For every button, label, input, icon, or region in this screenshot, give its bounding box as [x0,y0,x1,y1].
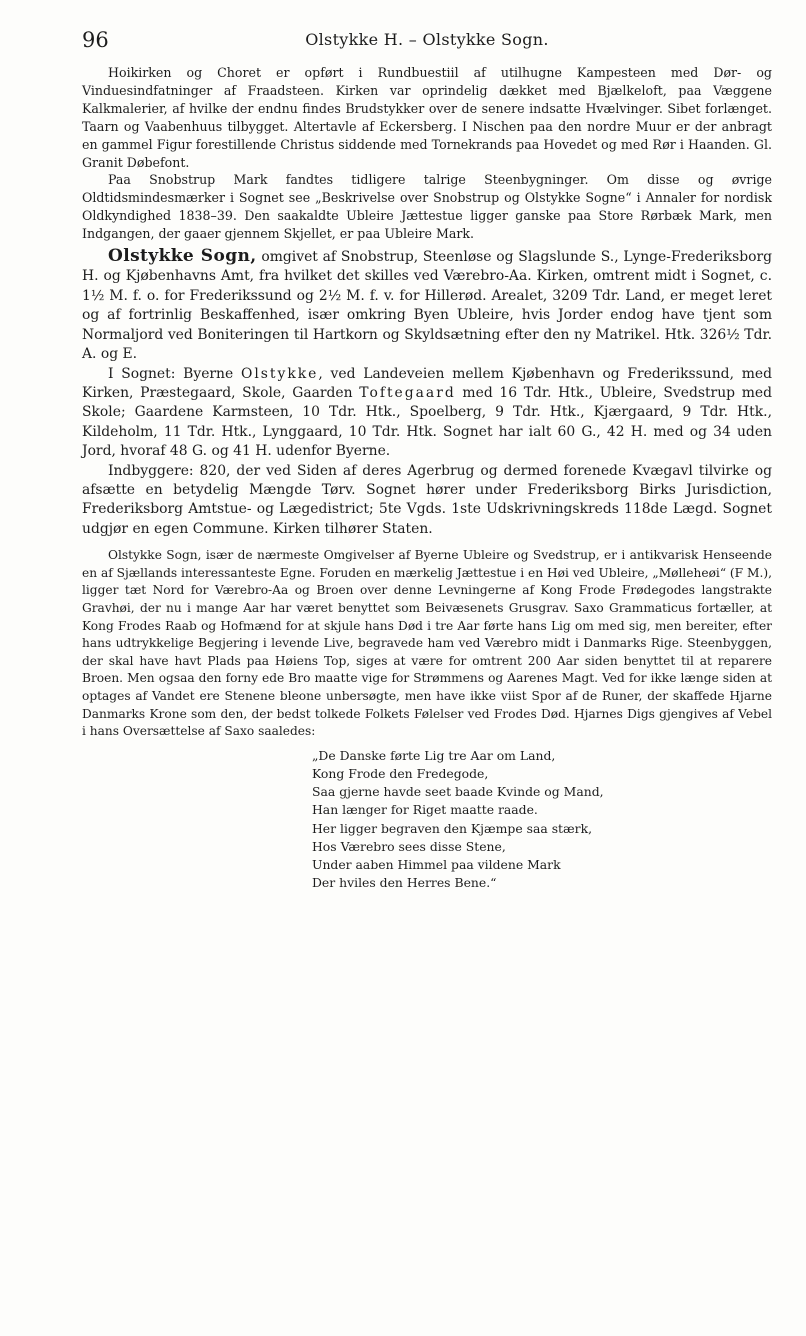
settlements-text-b: , ved Landeveien mellem Kjøbenhavn og Frederikssund, med Kirken, Præstegaard, Skole, Gaarden [82,365,772,401]
entry-title: Olstykke Sogn, [108,246,257,267]
verse-line: Hos Værebro sees disse Stene, [312,838,506,854]
verse-block [312,747,772,893]
farm-toftegaard: Toftegaard [359,384,456,401]
verse-line: Under aaben Himmel paa vildene Mark [312,856,561,872]
page-header [82,24,772,58]
verse-line: Der hviles den Herres Bene.“ [312,875,497,891]
paragraph-antiquarian-note: Olstykke Sogn, især de nærmeste Omgivelser af Byerne Ubleire og Svedstrup, er i antikvarisk Henseende en af Sjællands interessanteste Egne. Foruden en mærkelig Jættestue i en Høi ved Ubleire, „Mølleheøi“ (F M.), ligger tæt Nord for Værebro-Aa og Broen over denne Levningerne af Kong Frode Frødegodes langstrakte Gravhøi, der nu i mange Aar har været benyttet som Beivæsenets Grusgrav. Saxo Grammaticus fortæller, at Kong Frodes Raab og Hofmænd for at skjule hans Død i tre Aar førte hans Lig om med sig, men bereiter, efter hans udtrykkelige Begjering i levende Live, begravede ham ved Værebro midt i Danmarks Rige. Steenbyggen, der skal have havt Plads paa Høiens Top, siges at være for omtrent 200 Aar siden benyttet til at reparere Broen. Men ogsaa den forny ede Bro maatte vige for Strømmens og Aarenes Magt. Ved for ikke længe siden at optages af Vandet ere Stenene bleone unbersøgte, men have ikke viist Spor af de Runer, der skaffede Hjarne Danmarks Krone som den, der bedst tolkede Folkets Følelser ved Frodes Død. Hjarnes Digs gjengives af Vebel i hans Oversættelse af Saxo saaledes: [82,548,772,739]
page-body [82,64,772,892]
verse-line: „De Danske førte Lig tre Aar om Land, [312,747,556,763]
settlements-text-a: I Sognet: Byerne [108,365,241,382]
verse-line: Kong Frode den Fredegode, [312,765,489,781]
settlements-text-c: med 16 Tdr. Htk., Ubleire, Svedstrup med Skole; Gaardene Karmsteen, 10 Tdr. Htk., Spoelberg, 9 Tdr. Htk., Kjærgaard, 9 Tdr. Htk., Kildeholm, 11 Tdr. Htk., Lynggaard, 10 Tdr. Htk. Sognet har ialt 60 G., 42 H. med og 34 uden Jord, hvoraf 48 G. og 41 H. udenfor Byerne. [82,384,772,460]
village-olstykke: Olstykke [240,365,319,382]
paragraph-antiquities: Paa Snobstrup Mark fandtes tidligere talrige Steenbygninger. Om disse og øvrige Oldtidsmindesmærker i Sognet see „Beskrivelse over Snobstrup og Olstykke Sogne“ i Annaler for nordisk Oldkyndighed 1838–39. Den saakaldte Ubleire Jættestue ligger ganske paa Store Rørbæk Mark, men Indgangen, der gaaer gjennem Skjellet, er paa Ubleire Mark. [82,172,772,242]
entry-text: omgivet af Snobstrup, Steenløse og Slagslunde S., Lynge-Frederiksborg H. og Kjøbenhavns Amt, fra hvilket det skilles ved Værebro-Aa. Kirken, omtrent midt i Sognet, c. 1½ M. f. o. for Frederikssund og 2½ M. f. v. for Hillerød. Arealet, 3209 Tdr. Land, er meget leret og af fortrinlig Beskaffenhed, især omkring Byen Ubleire, hvis Jorder endog have tjent som Normaljord ved Boniteringen til Hartkorn og Skyldsætning efter den ny Matrikel. Htk. 326½ Tdr. A. og E. [82,249,772,363]
paragraph-inhabitants: Indbyggere: 820, der ved Siden af deres Agerbrug og dermed forenede Kvægavl tilvirke og afsætte en betydelig Mængde Tørv. Sognet hører under Frederiksborg Birks Jurisdiction, Frederiksborg Amtstue- og Lægedistrict; 5te Vgds. 1ste Udskrivningskreds 118de Lægd. Sognet udgjør en egen Commune. Kirken tilhører Staten. [82,462,772,537]
verse-line: Han længer for Riget maatte raade. [312,802,538,818]
page-number: 96 [82,28,109,52]
paragraph-parish-entry [82,247,772,364]
verse-line: Saa gjerne havde seet baade Kvinde og Mand, [312,784,604,800]
running-title: Olstykke H. – Olstykke Sogn. [305,30,549,49]
paragraph-settlements [82,365,772,462]
verse-line: Her ligger begraven den Kjæmpe saa stærk, [312,820,593,836]
paragraph-church-description: Hoikirken og Choret er opført i Rundbuestiil af utilhugne Kampesteen med Dør- og Vinduesindfatninger af Fraadsteen. Kirken var oprindelig dækket med Bjælkeloft, paa Væggene Kalkmalerier, af hvilke der endnu findes Brudstykker over de senere indsatte Hvælvinger. Sibet forlænget. Taarn og Vaabenhuus tilbygget. Altertavle af Eckersberg. I Nischen paa den nordre Muur er der anbragt en gammel Figur forestillende Christus siddende med Tornekrands paa Hovedet og med Rør i Haanden. Gl. Granit Døbefont. [82,65,772,170]
